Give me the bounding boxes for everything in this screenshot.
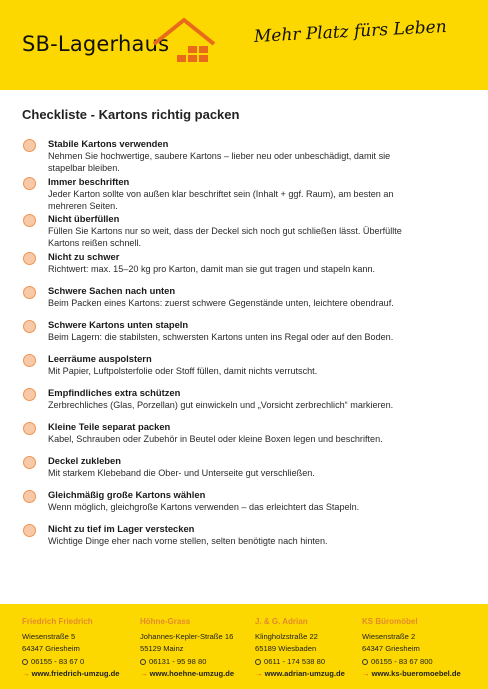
item-text: mehreren Seiten. xyxy=(48,200,118,211)
list-item xyxy=(22,213,472,251)
warehouse-logo-icon xyxy=(150,14,218,72)
company-phone: 06155 - 83 67 0 xyxy=(31,656,85,666)
arrow-right-icon: → xyxy=(255,669,263,679)
company-web-row[interactable] xyxy=(22,668,120,681)
list-item xyxy=(22,455,472,489)
arrow-right-icon: → xyxy=(22,669,30,679)
page-title: Checkliste - Kartons richtig packen xyxy=(22,107,240,122)
list-item xyxy=(22,251,472,285)
item-title: Nicht zu schwer xyxy=(48,251,120,263)
company-web-row[interactable] xyxy=(140,668,234,681)
item-title: Kleine Teile separat packen xyxy=(48,421,171,433)
item-text: Mit Papier, Luftpolsterfolie oder Stoff füllen, damit nichts verrutscht. xyxy=(48,366,318,377)
list-item xyxy=(22,319,472,353)
company-phone-row xyxy=(255,656,345,669)
item-text: Richtwert: max. 15–20 kg pro Karton, damit man sie gut tragen und stapeln kann. xyxy=(48,264,376,275)
circle-bullet-icon xyxy=(23,422,36,435)
item-text: Wenn möglich, gleichgroße Kartons verwenden – das erleichtert das Stapeln. xyxy=(48,502,360,513)
item-title: Nicht überfüllen xyxy=(48,213,120,225)
item-text: Nehmen Sie hochwertige, saubere Kartons – lieber neu oder unbeschädigt, damit sie xyxy=(48,151,391,161)
item-text: Kabel, Schrauben oder Zubehör in Beutel oder kleine Boxen legen und beschriften. xyxy=(48,434,383,445)
item-title: Gleichmäßig große Kartons wählen xyxy=(48,489,206,501)
circle-bullet-icon xyxy=(23,388,36,401)
company-street: Wiesenstraße 5 xyxy=(22,631,76,641)
item-text: Mit starkem Klebeband die Ober- und Unterseite gut verschließen. xyxy=(48,468,315,479)
circle-bullet-icon xyxy=(23,252,36,265)
company-name: Höhne-Grass xyxy=(140,617,191,626)
company-phone-row xyxy=(140,656,234,669)
item-title: Immer beschriften xyxy=(48,175,130,187)
company-web-row[interactable] xyxy=(362,668,461,681)
item-title: Schwere Kartons unten stapeln xyxy=(48,319,189,331)
brand-name: SB-Lagerhaus xyxy=(22,32,170,56)
item-text: Kartons reißen schnell. xyxy=(48,238,142,249)
phone-icon xyxy=(362,659,368,665)
company-website-link[interactable]: www.ks-bueromoebel.de xyxy=(371,669,461,679)
company-name: KS Büromöbel xyxy=(362,617,418,626)
arrow-right-icon: → xyxy=(362,669,370,679)
circle-bullet-icon xyxy=(23,139,36,152)
list-item xyxy=(22,523,472,557)
item-text: Beim Lagern: die stabilsten, schwersten Kartons unten ins Regal oder auf den Boden. xyxy=(48,332,394,343)
circle-bullet-icon xyxy=(23,456,36,469)
company-adrian xyxy=(255,616,345,681)
list-item xyxy=(22,353,472,387)
item-text: Jeder Karton sollte von außen klar beschriftet sein (Inhalt + ggf. Raum), am besten an xyxy=(48,188,394,199)
item-text: Beim Packen eines Kartons: zuerst schwere Gegenstände unten, leichtere obendrauf. xyxy=(48,298,394,309)
item-title: Empfindliches extra schützen xyxy=(48,387,181,399)
company-street: Wiesenstraße 2 xyxy=(362,631,416,641)
item-title: Nicht zu tief im Lager verstecken xyxy=(48,523,195,535)
list-item xyxy=(22,176,472,214)
item-text: stapelbar bleiben. xyxy=(48,163,120,173)
item-title: Leerräume auspolstern xyxy=(48,353,152,365)
company-ks xyxy=(362,616,461,681)
list-item xyxy=(22,421,472,455)
company-phone: 06155 - 83 67 800 xyxy=(371,656,433,666)
item-title: Schwere Sachen nach unten xyxy=(48,285,176,297)
item-title: Deckel zukleben xyxy=(48,455,121,467)
phone-icon xyxy=(140,659,146,665)
item-text: Füllen Sie Kartons nur so weit, dass der Deckel sich noch gut schließen lässt. Überfüllte xyxy=(48,226,402,237)
company-phone: 06131 - 95 98 80 xyxy=(149,656,207,666)
company-name: J. & G. Adrian xyxy=(255,617,308,626)
company-friedrich xyxy=(22,616,120,681)
company-phone-row xyxy=(22,656,120,669)
list-item xyxy=(22,489,472,523)
company-website-link[interactable]: www.friedrich-umzug.de xyxy=(31,669,120,679)
company-city: 55129 Mainz xyxy=(140,644,184,654)
company-phone-row xyxy=(362,656,461,669)
item-text: Wichtige Dinge eher nach vorne stellen, selten benötigte nach hinten. xyxy=(48,536,328,547)
circle-bullet-icon xyxy=(23,524,36,537)
circle-bullet-icon xyxy=(23,490,36,503)
footer-banner xyxy=(0,604,488,689)
company-street: Klingholzstraße 22 xyxy=(255,631,318,641)
circle-bullet-icon xyxy=(23,214,36,227)
arrow-right-icon: → xyxy=(140,669,148,679)
list-item xyxy=(22,285,472,319)
company-name: Friedrich Friedrich xyxy=(22,617,93,626)
slogan: Mehr Platz fürs Leben xyxy=(253,16,448,47)
company-phone: 0611 - 174 538 80 xyxy=(264,656,326,666)
item-text: Zerbrechliches (Glas, Porzellan) gut einwickeln und „Vorsicht zerbrechlich“ markieren. xyxy=(48,400,394,411)
header-banner xyxy=(0,0,488,90)
company-city: 64347 Griesheim xyxy=(362,644,420,654)
circle-bullet-icon xyxy=(23,177,36,190)
phone-icon xyxy=(22,659,28,665)
company-website-link[interactable]: www.hoehne-umzug.de xyxy=(149,669,235,679)
company-city: 65189 Wiesbaden xyxy=(255,644,317,654)
checklist xyxy=(22,138,472,557)
company-street: Johannes-Kepler-Straße 16 xyxy=(140,631,234,641)
list-item xyxy=(22,138,472,176)
phone-icon xyxy=(255,659,261,665)
company-web-row[interactable] xyxy=(255,668,345,681)
item-title: Stabile Kartons verwenden xyxy=(48,138,169,149)
circle-bullet-icon xyxy=(23,320,36,333)
circle-bullet-icon xyxy=(23,286,36,299)
company-hoehne xyxy=(140,616,234,681)
company-city: 64347 Griesheim xyxy=(22,644,80,654)
list-item xyxy=(22,387,472,421)
company-website-link[interactable]: www.adrian-umzug.de xyxy=(264,669,345,679)
circle-bullet-icon xyxy=(23,354,36,367)
